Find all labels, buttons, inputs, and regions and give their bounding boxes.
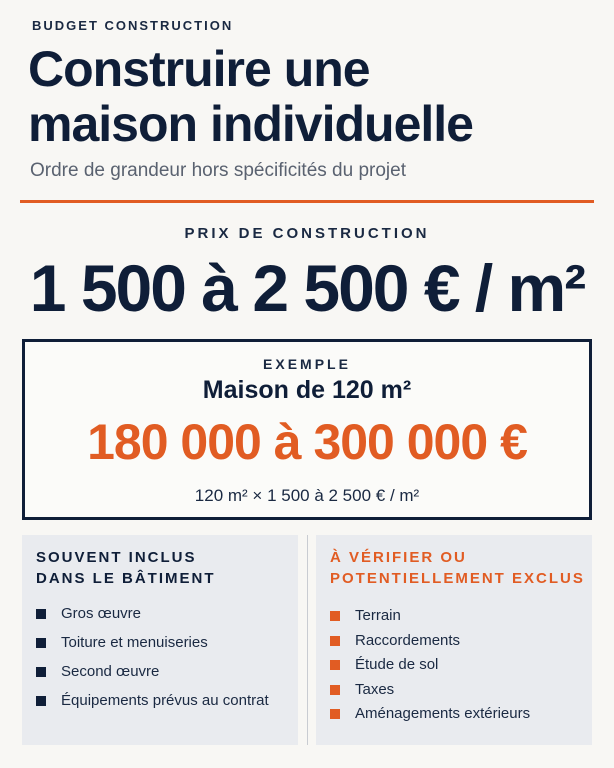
list-item-label: Terrain <box>355 607 401 624</box>
list-item <box>330 656 530 681</box>
square-bullet-icon <box>36 696 46 706</box>
list-item <box>330 632 530 657</box>
list-item <box>36 663 269 692</box>
panel-divider <box>307 535 308 745</box>
excluded-heading <box>330 547 585 589</box>
list-item-label: Équipements prévus au contrat <box>61 692 269 709</box>
excluded-heading-line-2: POTENTIELLEMENT EXCLUS <box>330 570 585 587</box>
excluded-panel <box>316 535 592 745</box>
included-panel <box>22 535 298 745</box>
example-label: EXEMPLE <box>263 356 351 372</box>
example-box <box>22 339 592 520</box>
excluded-list <box>330 607 530 730</box>
example-total-price: 180 000 à 300 000 € <box>87 414 527 470</box>
list-item <box>330 681 530 706</box>
square-bullet-icon <box>36 667 46 677</box>
list-item-label: Second œuvre <box>61 663 160 680</box>
included-heading-line-2: DANS LE BÂTIMENT <box>36 570 216 587</box>
excluded-heading-line-1: À VÉRIFIER OU <box>330 549 467 566</box>
square-bullet-icon <box>330 636 340 646</box>
list-item <box>36 634 269 663</box>
example-calculation: 120 m² × 1 500 à 2 500 € / m² <box>194 486 420 505</box>
list-item-label: Étude de sol <box>355 656 439 673</box>
page-title <box>28 42 473 152</box>
list-item-label: Raccordements <box>355 631 461 649</box>
accent-divider <box>20 200 594 203</box>
list-item <box>330 607 530 632</box>
included-list <box>36 605 269 721</box>
list-item-label: Taxes <box>355 680 395 698</box>
list-item <box>36 605 269 634</box>
square-bullet-icon <box>36 638 46 648</box>
price-label: PRIX DE CONSTRUCTION <box>184 225 430 242</box>
square-bullet-icon <box>330 660 340 670</box>
list-item-label: Toiture et menuiseries <box>61 634 208 651</box>
page-subtitle: Ordre de grandeur hors spécificités du projet <box>30 160 406 181</box>
square-bullet-icon <box>330 709 340 719</box>
list-item-label: Aménagements extérieurs <box>355 705 531 722</box>
included-heading <box>36 547 216 589</box>
list-item-label: Gros œuvre <box>61 605 142 622</box>
square-bullet-icon <box>36 609 46 619</box>
price-per-m2: 1 500 à 2 500 € / m² <box>29 251 585 325</box>
included-heading-line-1: SOUVENT INCLUS <box>36 549 197 566</box>
example-house-size: Maison de 120 m² <box>202 376 412 404</box>
page-title-line-2: maison individuelle <box>28 96 473 152</box>
list-item <box>330 705 530 730</box>
page-title-line-1: Construire une <box>28 41 370 97</box>
eyebrow-label: BUDGET CONSTRUCTION <box>32 18 234 33</box>
square-bullet-icon <box>330 685 340 695</box>
list-item <box>36 692 269 721</box>
square-bullet-icon <box>330 611 340 621</box>
